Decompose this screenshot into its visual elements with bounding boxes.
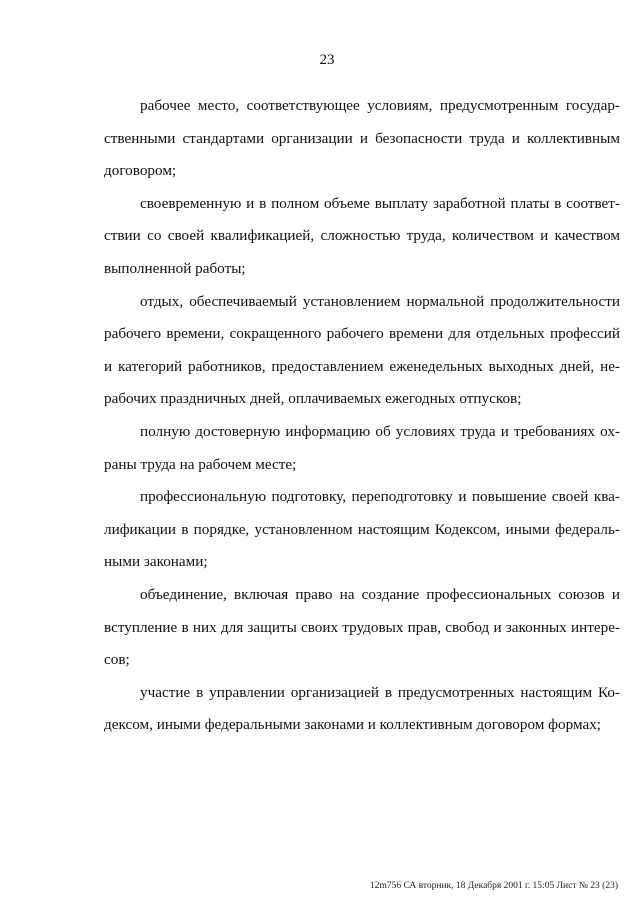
paragraph-line: сов; (104, 651, 130, 669)
paragraph (104, 481, 620, 579)
paragraph-line: дексом, иными федеральными законами и коллективным договором формах; (104, 716, 602, 734)
paragraph (104, 286, 620, 416)
paragraph-line: рабочего времени, сокращенного рабочего времени для отдельных профессий (104, 325, 620, 343)
paragraph (104, 416, 620, 481)
paragraph-line: и категорий работников, предоставлением еженедельных выходных дней, не- (104, 357, 620, 375)
paragraph-line: ственными стандартами организации и безопасности труда и коллективным (104, 129, 620, 147)
page-number: 23 (319, 52, 335, 68)
paragraph-line: лификации в порядке, установленном настоящим Кодексом, иными федераль- (104, 520, 620, 538)
paragraph-line: отдых, обеспечиваемый установлением нормальной продолжительности (140, 292, 620, 310)
paragraph (104, 677, 620, 742)
paragraph-line: вступление в них для защиты своих трудовых прав, свобод и законных интере- (104, 618, 620, 636)
paragraph-line: объединение, включая право на создание профессиональных союзов и (140, 585, 620, 603)
paragraph (104, 579, 620, 677)
paragraph-line: ными законами; (104, 553, 208, 571)
document-footer: 12m756 СА вторник, 18 Декабря 2001 г. 15:05 Лист № 23 (23) (369, 881, 618, 891)
paragraph-line: договором; (104, 162, 177, 180)
paragraph-line: рабочее место, соответствующее условиям, предусмотренным государ- (140, 97, 620, 114)
paragraph (104, 188, 620, 286)
paragraph-line: выполненной работы; (104, 259, 246, 277)
paragraph-line: участие в управлении организацией в предусмотренных настоящим Ко- (140, 683, 620, 701)
paragraph-line: ствии со своей квалификацией, сложностью труда, количеством и качеством (104, 227, 620, 245)
paragraph-line: своевременную и в полном объеме выплату заработной платы в соответ- (140, 194, 620, 212)
paragraph-line: раны труда на рабочем месте; (104, 455, 297, 473)
paragraph-line: рабочих праздничных дней, оплачиваемых ежегодных отпусков; (104, 390, 522, 408)
paragraph-line: полную достоверную информацию об условиях труда и требованиях ох- (140, 422, 620, 440)
paragraph (104, 90, 620, 188)
paragraph-line: профессиональную подготовку, переподготовку и повышение своей ква- (140, 488, 620, 506)
document-body (104, 90, 620, 742)
